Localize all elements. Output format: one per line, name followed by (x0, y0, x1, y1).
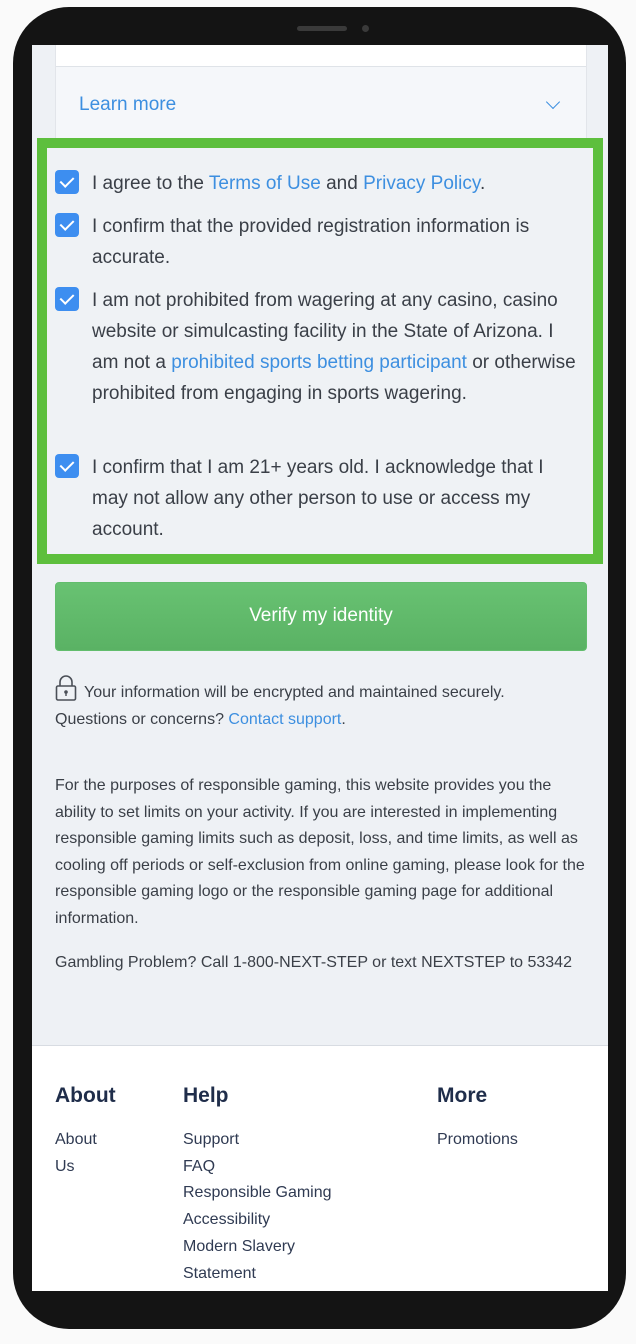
link-text[interactable]: About (55, 1131, 97, 1148)
front-camera (362, 25, 369, 32)
learn-more-link[interactable]: Learn more (79, 94, 177, 115)
footer-col-help (183, 1084, 332, 1287)
consent-age (55, 452, 581, 545)
text: or otherwise prohibited from engaging in sports wagering. (92, 352, 576, 404)
footer-link-responsible-gaming[interactable]: Responsible Gaming (183, 1184, 332, 1202)
footer-link-support[interactable]: Support (183, 1131, 240, 1148)
footer-link-accessibility[interactable]: Accessibility (183, 1211, 271, 1229)
security-note (55, 675, 505, 709)
lock-icon (55, 675, 77, 709)
consent-label: I confirm that I am 21+ years old. I acknowledge that I may not allow any other person to use or access my account. (92, 457, 544, 540)
consent-checklist (37, 138, 603, 564)
footer (32, 1045, 608, 1291)
footer-heading-help: Help (183, 1084, 229, 1107)
link-text[interactable]: Modern Slavery (183, 1237, 296, 1255)
link-text[interactable]: Us (55, 1157, 75, 1175)
footer-link-promotions[interactable]: Promotions (437, 1131, 518, 1148)
footer-col-about (55, 1084, 116, 1180)
speaker-grille (297, 26, 347, 31)
text: I am not prohibited from wagering at any casino, casino website or simulcasting facility in the State of Arizona. I am not a (92, 290, 558, 373)
age-checkbox[interactable] (55, 454, 79, 478)
text: . (479, 173, 486, 194)
accurate-info-checkbox[interactable] (55, 213, 79, 237)
terms-of-use-link[interactable]: Terms of Use (208, 173, 321, 194)
text: I agree to the (92, 173, 209, 194)
verify-identity-button[interactable]: Verify my identity (55, 582, 587, 651)
card-top-section (56, 45, 586, 67)
footer-heading-more: More (437, 1084, 488, 1107)
prohibited-participant-link[interactable]: prohibited sports betting participant (171, 352, 467, 373)
security-text: Your information will be encrypted and maintained securely. (84, 684, 505, 701)
link-text[interactable]: Statement (183, 1264, 256, 1282)
not-prohibited-checkbox[interactable] (55, 287, 79, 311)
gambling-problem-text: Gambling Problem? Call 1-800-NEXT-STEP or text NEXTSTEP to 53342 (55, 954, 572, 971)
chevron-down-icon[interactable] (546, 95, 560, 109)
text: and (320, 173, 364, 194)
terms-checkbox[interactable] (55, 170, 79, 194)
footer-heading-about: About (55, 1084, 116, 1107)
consent-accurate-info (55, 211, 581, 273)
questions-text: Questions or concerns? (55, 711, 229, 728)
footer-col-more (437, 1084, 518, 1154)
questions-line (55, 708, 346, 732)
consent-label: I confirm that the provided registration information is accurate. (92, 216, 530, 268)
consent-terms (55, 168, 581, 199)
period: . (341, 711, 346, 728)
consent-label (92, 285, 581, 409)
consent-not-prohibited (55, 285, 581, 409)
screen (32, 45, 608, 1291)
footer-link-modern-slavery[interactable] (183, 1234, 332, 1287)
privacy-policy-link[interactable]: Privacy Policy (363, 173, 480, 194)
footer-link-about-us[interactable] (55, 1127, 116, 1180)
responsible-gaming-text: For the purposes of responsible gaming, this website provides you the ability to set limits on your activity. If you are interested in implementing responsible gaming limits such as deposit, loss, and time limits, as well as cooling off periods or self-exclusion from online gaming, please look for the responsible gaming logo or the responsible gaming page for additional information. (55, 777, 585, 927)
contact-support-link[interactable]: Contact support (228, 711, 342, 728)
footer-link-faq[interactable]: FAQ (183, 1157, 216, 1175)
consent-label (92, 168, 581, 199)
